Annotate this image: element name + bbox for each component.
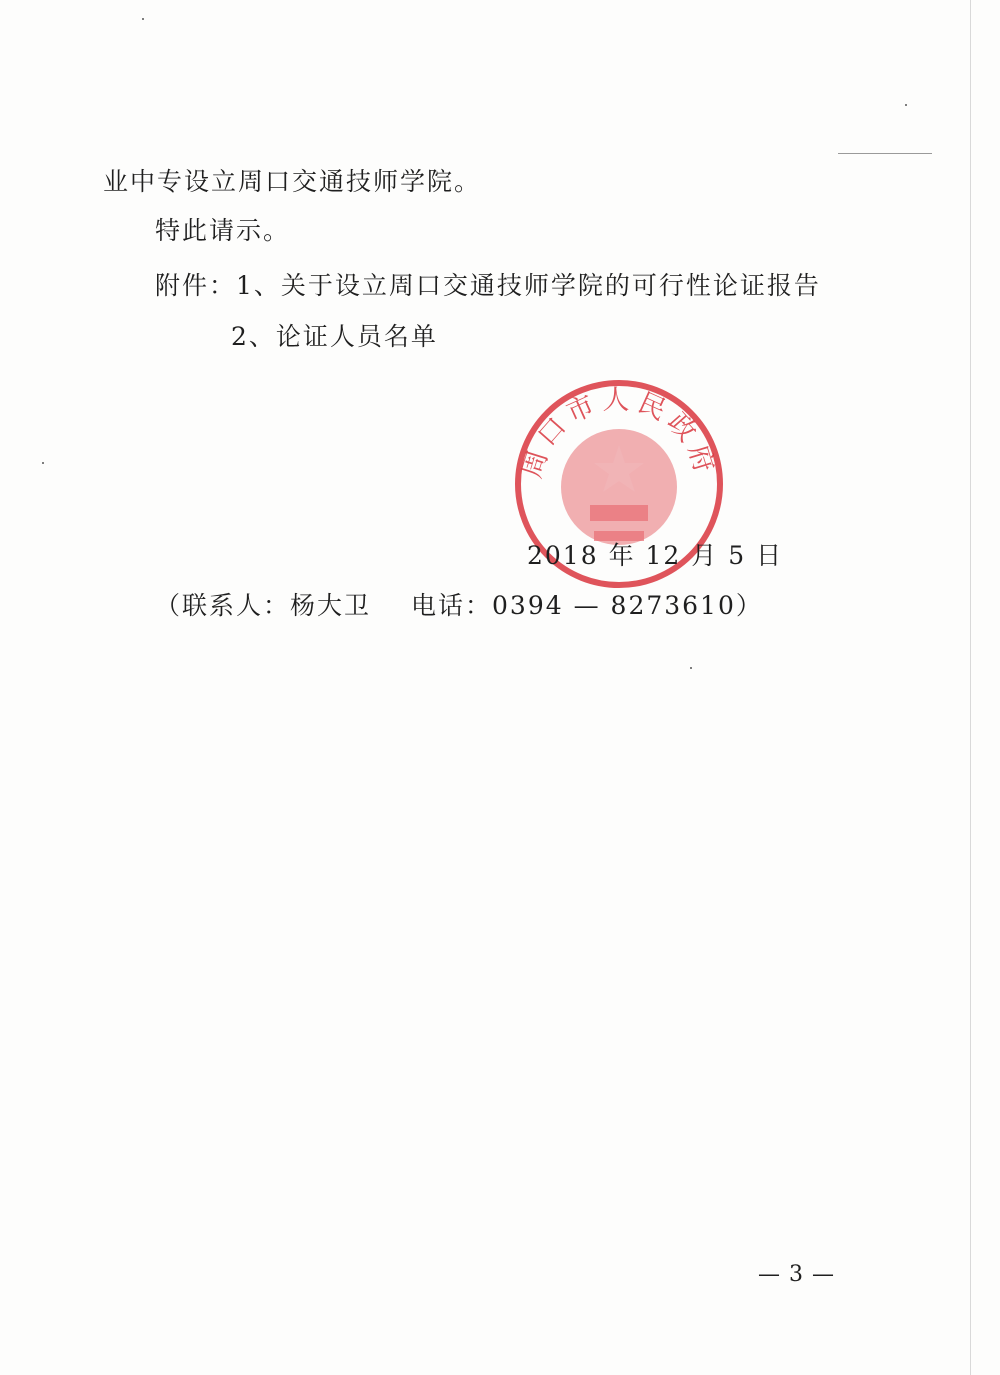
- national-emblem-icon: [561, 429, 677, 545]
- attachment-item-1: [155, 270, 821, 302]
- scan-speck: [690, 667, 692, 669]
- closing-phrase: 特此请示。: [155, 216, 291, 245]
- attachment-title-1: 1、关于设立周口交通技师学院的可行性论证报告: [236, 271, 821, 300]
- page-number: — 3 —: [758, 1262, 835, 1287]
- contact-phone: 电话：0394 — 8273610）: [411, 591, 763, 620]
- scan-edge-line: [970, 0, 971, 1375]
- attachment-label: 附件：: [155, 271, 237, 300]
- contact-person: （联系人：杨大卫: [155, 591, 372, 620]
- body-text-line: 业中专设立周口交通技师学院。: [103, 167, 482, 196]
- attachment-item-2: 2、论证人员名单: [231, 322, 438, 351]
- seal-text: 周口市人民政府: [516, 385, 722, 482]
- scan-speck: [142, 18, 144, 20]
- signature-date: 2018 年 12 月 5 日: [527, 541, 784, 570]
- scan-speck: [905, 104, 907, 106]
- contact-info: [155, 590, 763, 622]
- header-rule: [838, 153, 932, 154]
- scan-speck: [42, 462, 44, 464]
